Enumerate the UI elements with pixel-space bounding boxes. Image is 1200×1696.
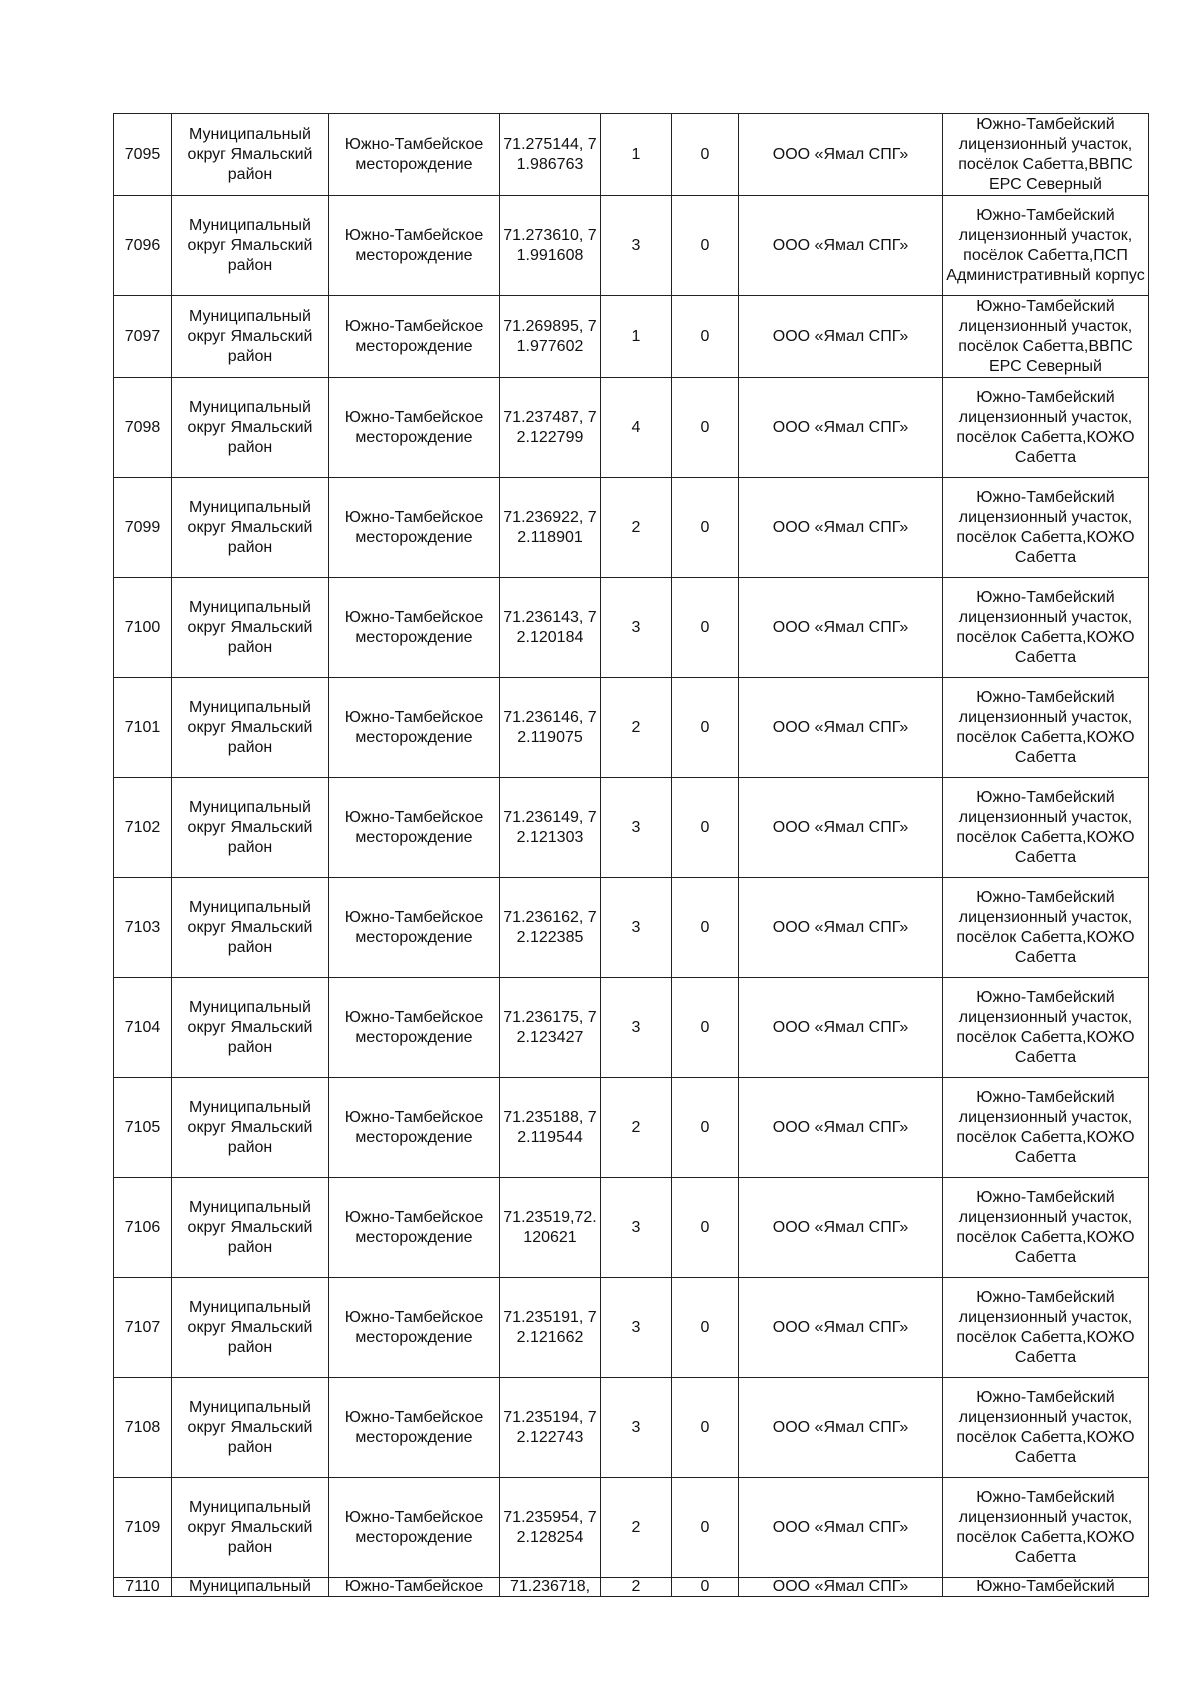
count-cell: 3 <box>601 1278 672 1378</box>
zero-count-cell: 0 <box>672 1578 739 1597</box>
coordinates-cell: 71.237487, 72.122799 <box>500 378 601 478</box>
zero-count-cell: 0 <box>672 296 739 378</box>
count-cell: 3 <box>601 878 672 978</box>
organization-cell: ООО «Ямал СПГ» <box>739 1478 943 1578</box>
zero-count-cell: 0 <box>672 1078 739 1178</box>
count-cell: 2 <box>601 478 672 578</box>
coordinates-cell: 71.236922, 72.118901 <box>500 478 601 578</box>
table-row <box>114 1078 1149 1178</box>
record-id: 7110 <box>114 1578 172 1597</box>
count-cell: 1 <box>601 114 672 196</box>
organization-cell: ООО «Ямал СПГ» <box>739 678 943 778</box>
coordinates-cell: 71.269895, 71.977602 <box>500 296 601 378</box>
organization-cell: ООО «Ямал СПГ» <box>739 1178 943 1278</box>
record-id: 7102 <box>114 778 172 878</box>
zero-count-cell: 0 <box>672 478 739 578</box>
zero-count-cell: 0 <box>672 1378 739 1478</box>
count-cell: 2 <box>601 1078 672 1178</box>
table-row <box>114 196 1149 296</box>
coordinates-cell: 71.236149, 72.121303 <box>500 778 601 878</box>
record-id: 7096 <box>114 196 172 296</box>
field-cell: Южно-Тамбейское месторождение <box>329 1078 500 1178</box>
record-id: 7098 <box>114 378 172 478</box>
table-row <box>114 878 1149 978</box>
count-cell: 2 <box>601 1478 672 1578</box>
location-cell: Южно-Тамбейский <box>943 1578 1149 1597</box>
count-cell: 4 <box>601 378 672 478</box>
location-cell: Южно-Тамбейский лицензионный участок, посёлок Сабетта,КОЖО Сабетта <box>943 1078 1149 1178</box>
organization-cell: ООО «Ямал СПГ» <box>739 478 943 578</box>
record-id: 7105 <box>114 1078 172 1178</box>
location-cell: Южно-Тамбейский лицензионный участок, посёлок Сабетта,КОЖО Сабетта <box>943 778 1149 878</box>
location-cell: Южно-Тамбейский лицензионный участок, посёлок Сабетта,КОЖО Сабетта <box>943 678 1149 778</box>
municipality-cell: Муниципальный округ Ямальский район <box>172 1178 329 1278</box>
location-cell: Южно-Тамбейский лицензионный участок, посёлок Сабетта,КОЖО Сабетта <box>943 1178 1149 1278</box>
record-id: 7095 <box>114 114 172 196</box>
zero-count-cell: 0 <box>672 878 739 978</box>
record-id: 7100 <box>114 578 172 678</box>
organization-cell: ООО «Ямал СПГ» <box>739 1278 943 1378</box>
coordinates-cell: 71.23519,72.120621 <box>500 1178 601 1278</box>
organization-cell: ООО «Ямал СПГ» <box>739 114 943 196</box>
table-row <box>114 678 1149 778</box>
municipality-cell: Муниципальный округ Ямальский район <box>172 1378 329 1478</box>
zero-count-cell: 0 <box>672 978 739 1078</box>
municipality-cell: Муниципальный округ Ямальский район <box>172 478 329 578</box>
count-cell: 3 <box>601 578 672 678</box>
coordinates-cell: 71.235188, 72.119544 <box>500 1078 601 1178</box>
table-row <box>114 1478 1149 1578</box>
municipality-cell: Муниципальный округ Ямальский район <box>172 878 329 978</box>
field-cell: Южно-Тамбейское месторождение <box>329 478 500 578</box>
field-cell: Южно-Тамбейское месторождение <box>329 878 500 978</box>
organization-cell: ООО «Ямал СПГ» <box>739 196 943 296</box>
coordinates-cell: 71.236143, 72.120184 <box>500 578 601 678</box>
municipality-cell: Муниципальный округ Ямальский район <box>172 578 329 678</box>
organization-cell: ООО «Ямал СПГ» <box>739 578 943 678</box>
location-cell: Южно-Тамбейский лицензионный участок, посёлок Сабетта,ВВПС ЕРС Северный <box>943 114 1149 196</box>
record-id: 7097 <box>114 296 172 378</box>
field-cell: Южно-Тамбейское месторождение <box>329 778 500 878</box>
table-row <box>114 1378 1149 1478</box>
data-table <box>113 113 1149 1597</box>
location-cell: Южно-Тамбейский лицензионный участок, посёлок Сабетта,КОЖО Сабетта <box>943 378 1149 478</box>
field-cell: Южно-Тамбейское месторождение <box>329 1378 500 1478</box>
count-cell: 2 <box>601 1578 672 1597</box>
municipality-cell: Муниципальный округ Ямальский район <box>172 378 329 478</box>
coordinates-cell: 71.235191, 72.121662 <box>500 1278 601 1378</box>
table-row <box>114 478 1149 578</box>
count-cell: 3 <box>601 1178 672 1278</box>
table-row <box>114 378 1149 478</box>
organization-cell: ООО «Ямал СПГ» <box>739 978 943 1078</box>
table-row <box>114 578 1149 678</box>
coordinates-cell: 71.235194, 72.122743 <box>500 1378 601 1478</box>
record-id: 7109 <box>114 1478 172 1578</box>
zero-count-cell: 0 <box>672 196 739 296</box>
count-cell: 3 <box>601 778 672 878</box>
table-row <box>114 114 1149 196</box>
field-cell: Южно-Тамбейское месторождение <box>329 1478 500 1578</box>
coordinates-cell: 71.236162, 72.122385 <box>500 878 601 978</box>
field-cell: Южно-Тамбейское месторождение <box>329 678 500 778</box>
field-cell: Южно-Тамбейское месторождение <box>329 378 500 478</box>
zero-count-cell: 0 <box>672 1178 739 1278</box>
municipality-cell: Муниципальный округ Ямальский район <box>172 1278 329 1378</box>
table-row <box>114 1278 1149 1378</box>
location-cell: Южно-Тамбейский лицензионный участок, посёлок Сабетта,КОЖО Сабетта <box>943 478 1149 578</box>
municipality-cell: Муниципальный <box>172 1578 329 1597</box>
table-row <box>114 978 1149 1078</box>
coordinates-cell: 71.273610, 71.991608 <box>500 196 601 296</box>
table-row <box>114 296 1149 378</box>
organization-cell: ООО «Ямал СПГ» <box>739 1378 943 1478</box>
field-cell: Южно-Тамбейское месторождение <box>329 1178 500 1278</box>
field-cell: Южно-Тамбейское месторождение <box>329 196 500 296</box>
location-cell: Южно-Тамбейский лицензионный участок, посёлок Сабетта,ПСП Административный корпус <box>943 196 1149 296</box>
location-cell: Южно-Тамбейский лицензионный участок, посёлок Сабетта,КОЖО Сабетта <box>943 1478 1149 1578</box>
location-cell: Южно-Тамбейский лицензионный участок, посёлок Сабетта,КОЖО Сабетта <box>943 1378 1149 1478</box>
organization-cell: ООО «Ямал СПГ» <box>739 1578 943 1597</box>
count-cell: 1 <box>601 296 672 378</box>
zero-count-cell: 0 <box>672 578 739 678</box>
zero-count-cell: 0 <box>672 778 739 878</box>
organization-cell: ООО «Ямал СПГ» <box>739 378 943 478</box>
zero-count-cell: 0 <box>672 678 739 778</box>
zero-count-cell: 0 <box>672 1478 739 1578</box>
coordinates-cell: 71.236175, 72.123427 <box>500 978 601 1078</box>
count-cell: 3 <box>601 978 672 1078</box>
municipality-cell: Муниципальный округ Ямальский район <box>172 678 329 778</box>
municipality-cell: Муниципальный округ Ямальский район <box>172 1478 329 1578</box>
organization-cell: ООО «Ямал СПГ» <box>739 778 943 878</box>
location-cell: Южно-Тамбейский лицензионный участок, посёлок Сабетта,КОЖО Сабетта <box>943 878 1149 978</box>
coordinates-cell: 71.235954, 72.128254 <box>500 1478 601 1578</box>
count-cell: 2 <box>601 678 672 778</box>
location-cell: Южно-Тамбейский лицензионный участок, посёлок Сабетта,КОЖО Сабетта <box>943 1278 1149 1378</box>
table-body <box>114 114 1149 1597</box>
count-cell: 3 <box>601 1378 672 1478</box>
location-cell: Южно-Тамбейский лицензионный участок, посёлок Сабетта,КОЖО Сабетта <box>943 578 1149 678</box>
record-id: 7108 <box>114 1378 172 1478</box>
table-row-partial <box>114 1578 1149 1597</box>
location-cell: Южно-Тамбейский лицензионный участок, посёлок Сабетта,КОЖО Сабетта <box>943 978 1149 1078</box>
record-id: 7104 <box>114 978 172 1078</box>
zero-count-cell: 0 <box>672 114 739 196</box>
field-cell: Южно-Тамбейское месторождение <box>329 578 500 678</box>
record-id: 7106 <box>114 1178 172 1278</box>
record-id: 7099 <box>114 478 172 578</box>
municipality-cell: Муниципальный округ Ямальский район <box>172 978 329 1078</box>
municipality-cell: Муниципальный округ Ямальский район <box>172 296 329 378</box>
field-cell: Южно-Тамбейское месторождение <box>329 978 500 1078</box>
organization-cell: ООО «Ямал СПГ» <box>739 1078 943 1178</box>
field-cell: Южно-Тамбейское месторождение <box>329 296 500 378</box>
field-cell: Южно-Тамбейское <box>329 1578 500 1597</box>
record-id: 7101 <box>114 678 172 778</box>
coordinates-cell: 71.236146, 72.119075 <box>500 678 601 778</box>
field-cell: Южно-Тамбейское месторождение <box>329 114 500 196</box>
municipality-cell: Муниципальный округ Ямальский район <box>172 778 329 878</box>
location-cell: Южно-Тамбейский лицензионный участок, посёлок Сабетта,ВВПС ЕРС Северный <box>943 296 1149 378</box>
coordinates-cell: 71.275144, 71.986763 <box>500 114 601 196</box>
zero-count-cell: 0 <box>672 378 739 478</box>
table-row <box>114 1178 1149 1278</box>
municipality-cell: Муниципальный округ Ямальский район <box>172 196 329 296</box>
organization-cell: ООО «Ямал СПГ» <box>739 296 943 378</box>
organization-cell: ООО «Ямал СПГ» <box>739 878 943 978</box>
count-cell: 3 <box>601 196 672 296</box>
record-id: 7103 <box>114 878 172 978</box>
record-id: 7107 <box>114 1278 172 1378</box>
municipality-cell: Муниципальный округ Ямальский район <box>172 114 329 196</box>
coordinates-cell: 71.236718, <box>500 1578 601 1597</box>
municipality-cell: Муниципальный округ Ямальский район <box>172 1078 329 1178</box>
field-cell: Южно-Тамбейское месторождение <box>329 1278 500 1378</box>
zero-count-cell: 0 <box>672 1278 739 1378</box>
table-row <box>114 778 1149 878</box>
